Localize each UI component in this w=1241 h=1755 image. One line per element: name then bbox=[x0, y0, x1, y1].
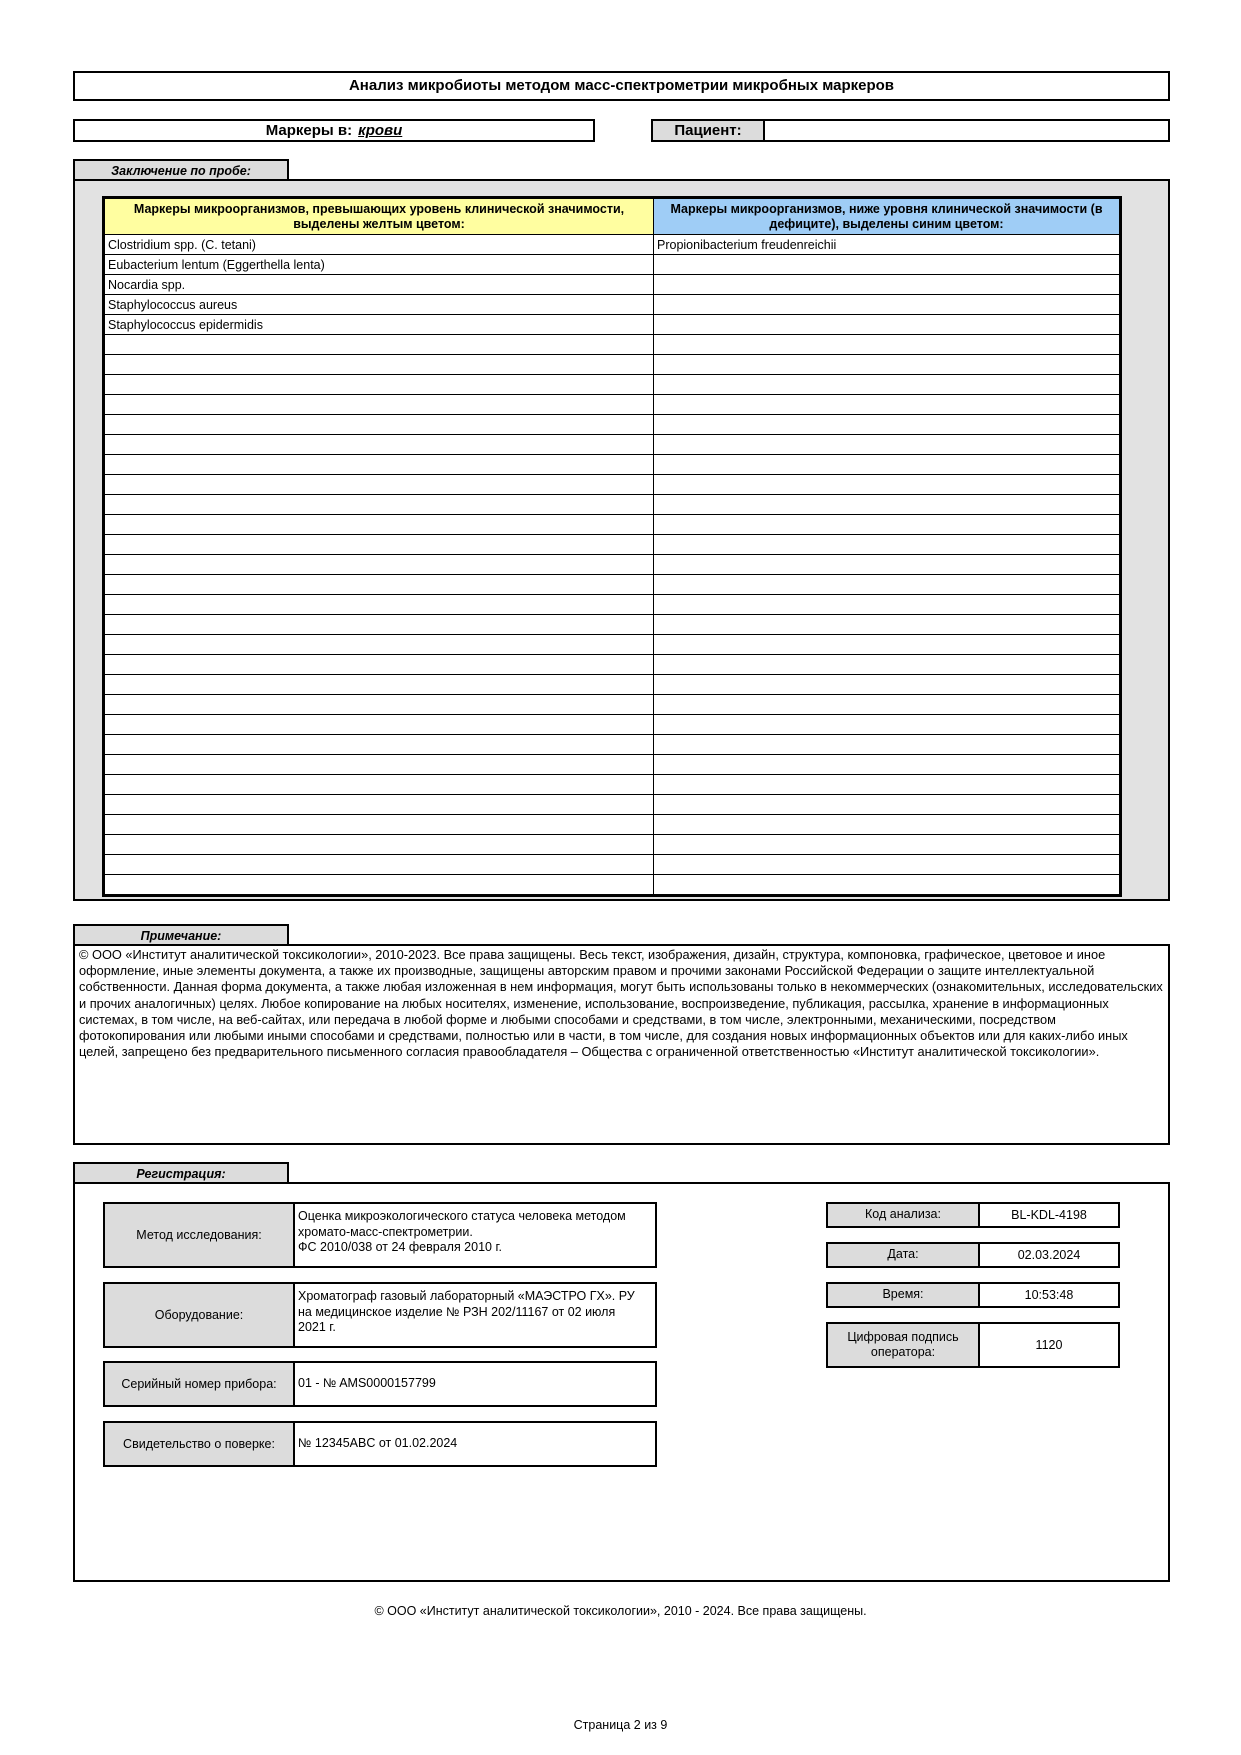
equipment-line: на медицинское изделие № РЗН 202/11167 от 02 июля bbox=[298, 1304, 616, 1319]
table-row bbox=[105, 595, 1120, 615]
high-marker-cell bbox=[105, 355, 654, 375]
high-marker-cell bbox=[105, 475, 654, 495]
high-markers-header: Маркеры микроорганизмов, превышающих уровень клинической значимости, выделены желтым цветом: bbox=[105, 199, 654, 235]
table-row bbox=[105, 275, 1120, 295]
high-marker-cell: Staphylococcus epidermidis bbox=[105, 315, 654, 335]
low-marker-cell bbox=[654, 315, 1120, 335]
low-marker-cell bbox=[654, 435, 1120, 455]
high-marker-cell bbox=[105, 415, 654, 435]
low-marker-cell bbox=[654, 635, 1120, 655]
page-number: Страница 2 из 9 bbox=[573, 1718, 668, 1732]
document-title: Анализ микробиоты методом масс-спектрометрии микробных маркеров bbox=[73, 71, 1170, 101]
signature-value: 1120 bbox=[1035, 1338, 1063, 1352]
high-marker-cell bbox=[105, 855, 654, 875]
registration-tab: Регистрация: bbox=[73, 1162, 289, 1184]
low-marker-cell bbox=[654, 835, 1120, 855]
note-tab: Примечание: bbox=[73, 924, 289, 946]
markers-in-value: крови bbox=[358, 122, 403, 139]
table-row bbox=[105, 495, 1120, 515]
low-marker-cell bbox=[654, 275, 1120, 295]
table-row bbox=[105, 535, 1120, 555]
high-marker-cell bbox=[105, 555, 654, 575]
low-marker-cell bbox=[654, 455, 1120, 475]
serial-row bbox=[103, 1361, 657, 1407]
signature-row bbox=[826, 1322, 1120, 1368]
low-marker-cell bbox=[654, 355, 1120, 375]
copyright-footer: © ООО «Институт аналитической токсикологии», 2010 - 2024. Все права защищены. bbox=[374, 1604, 867, 1618]
date-row bbox=[826, 1242, 1120, 1268]
table-row bbox=[105, 815, 1120, 835]
high-marker-cell bbox=[105, 595, 654, 615]
serial-value: 01 - № AMS0000157799 bbox=[298, 1376, 436, 1391]
low-marker-cell bbox=[654, 855, 1120, 875]
table-row bbox=[105, 635, 1120, 655]
method-line: хромато-масс-спектрометрии. bbox=[298, 1224, 473, 1239]
high-marker-cell bbox=[105, 655, 654, 675]
table-row bbox=[105, 515, 1120, 535]
conclusion-tab: Заключение по пробе: bbox=[73, 159, 289, 181]
high-marker-cell bbox=[105, 575, 654, 595]
low-marker-cell bbox=[654, 575, 1120, 595]
high-marker-cell bbox=[105, 835, 654, 855]
high-marker-cell bbox=[105, 695, 654, 715]
high-marker-cell bbox=[105, 495, 654, 515]
high-marker-cell bbox=[105, 455, 654, 475]
low-marker-cell bbox=[654, 655, 1120, 675]
table-row bbox=[105, 335, 1120, 355]
low-marker-cell bbox=[654, 675, 1120, 695]
markers-table-body bbox=[105, 235, 1120, 895]
low-marker-cell bbox=[654, 695, 1120, 715]
analysis-code-value: BL-KDL-4198 bbox=[1011, 1208, 1087, 1222]
high-marker-cell bbox=[105, 335, 654, 355]
analysis-code-row bbox=[826, 1202, 1120, 1228]
table-row bbox=[105, 455, 1120, 475]
date-value: 02.03.2024 bbox=[1017, 1248, 1081, 1262]
high-marker-cell bbox=[105, 875, 654, 895]
table-row bbox=[105, 695, 1120, 715]
equipment-row bbox=[103, 1282, 657, 1348]
high-marker-cell bbox=[105, 795, 654, 815]
low-marker-cell bbox=[654, 735, 1120, 755]
method-line: Оценка микроэкологического статуса человека методом bbox=[298, 1209, 626, 1223]
method-value bbox=[295, 1204, 629, 1266]
table-row bbox=[105, 475, 1120, 495]
equipment-line: 2021 г. bbox=[298, 1320, 336, 1334]
low-marker-cell bbox=[654, 715, 1120, 735]
table-row bbox=[105, 255, 1120, 275]
high-marker-cell bbox=[105, 715, 654, 735]
low-markers-header: Маркеры микроорганизмов, ниже уровня клинической значимости (в дефиците), выделены синим цветом: bbox=[654, 199, 1120, 235]
table-row bbox=[105, 875, 1120, 895]
date-label: Дата: bbox=[828, 1244, 980, 1266]
equipment-value bbox=[295, 1284, 638, 1346]
table-row bbox=[105, 855, 1120, 875]
high-marker-cell bbox=[105, 755, 654, 775]
high-marker-cell: Clostridium spp. (C. tetani) bbox=[105, 235, 654, 255]
serial-label: Серийный номер прибора: bbox=[105, 1363, 295, 1405]
high-marker-cell bbox=[105, 675, 654, 695]
table-row bbox=[105, 835, 1120, 855]
low-marker-cell bbox=[654, 815, 1120, 835]
note-text: © ООО «Институт аналитической токсикологии», 2010-2023. Все права защищены. Весь текст, изображения, дизайн, структура, компоновка, графическое, цветовое и иное оформление, иные элементы документа, а также их производные, защищены авторским правом и прочими законами Российской Федерации о защите интеллектуальной собственности. Данная форма документа, а также любая изложенная в нем информация, могут быть использованы только в некоммерческих (ознакомительных, исследовательских и прочих аналогичных) целях. Любое копирование на любых носителях, изменение, использование, воспроизведение, публикация, рассылка, хранение в информационных системах, в том числе, на веб-сайтах, или передача в любой форме и любыми способами и средствами, в том числе, электронными, механическими, посредством фотокопирования или любыми иными способами и средствами, полностью или в части, в том числе, для создания новых информационных объектов или для каких-либо иных целей, запрещено без предварительного письменного согласия правообладателя – Общества с ограниченной ответственностью «Институт аналитической токсикологии». bbox=[73, 944, 1170, 1145]
certificate-label: Свидетельство о поверке: bbox=[105, 1423, 295, 1465]
method-line: ФС 2010/038 от 24 февраля 2010 г. bbox=[298, 1240, 502, 1254]
table-row bbox=[105, 235, 1120, 255]
markers-in-field bbox=[73, 119, 595, 142]
table-row bbox=[105, 735, 1120, 755]
low-marker-cell bbox=[654, 255, 1120, 275]
high-marker-cell: Nocardia spp. bbox=[105, 275, 654, 295]
high-marker-cell bbox=[105, 635, 654, 655]
certificate-value: № 12345ABC от 01.02.2024 bbox=[298, 1436, 458, 1451]
high-marker-cell bbox=[105, 435, 654, 455]
high-marker-cell bbox=[105, 815, 654, 835]
low-marker-cell bbox=[654, 335, 1120, 355]
table-row bbox=[105, 315, 1120, 335]
low-marker-cell bbox=[654, 615, 1120, 635]
table-row bbox=[105, 715, 1120, 735]
low-marker-cell bbox=[654, 535, 1120, 555]
low-marker-cell bbox=[654, 555, 1120, 575]
high-marker-cell bbox=[105, 395, 654, 415]
low-marker-cell bbox=[654, 755, 1120, 775]
high-marker-cell bbox=[105, 735, 654, 755]
low-marker-cell bbox=[654, 795, 1120, 815]
table-row bbox=[105, 555, 1120, 575]
low-marker-cell bbox=[654, 775, 1120, 795]
low-marker-cell bbox=[654, 415, 1120, 435]
time-row bbox=[826, 1282, 1120, 1308]
analysis-code-label: Код анализа: bbox=[828, 1204, 980, 1226]
table-row bbox=[105, 355, 1120, 375]
table-row bbox=[105, 655, 1120, 675]
method-row bbox=[103, 1202, 657, 1268]
high-marker-cell bbox=[105, 515, 654, 535]
table-row bbox=[105, 295, 1120, 315]
table-row bbox=[105, 375, 1120, 395]
low-marker-cell bbox=[654, 375, 1120, 395]
table-row bbox=[105, 615, 1120, 635]
patient-label: Пациент: bbox=[653, 121, 765, 140]
certificate-row bbox=[103, 1421, 657, 1467]
table-row bbox=[105, 575, 1120, 595]
equipment-label: Оборудование: bbox=[105, 1284, 295, 1346]
high-marker-cell: Staphylococcus aureus bbox=[105, 295, 654, 315]
table-row bbox=[105, 435, 1120, 455]
table-row bbox=[105, 775, 1120, 795]
markers-table bbox=[102, 196, 1122, 897]
table-row bbox=[105, 675, 1120, 695]
high-marker-cell bbox=[105, 375, 654, 395]
high-marker-cell bbox=[105, 615, 654, 635]
low-marker-cell bbox=[654, 295, 1120, 315]
low-marker-cell bbox=[654, 475, 1120, 495]
low-marker-cell bbox=[654, 515, 1120, 535]
time-value: 10:53:48 bbox=[1024, 1288, 1074, 1302]
table-row bbox=[105, 415, 1120, 435]
patient-field bbox=[651, 119, 1170, 142]
table-row bbox=[105, 395, 1120, 415]
time-label: Время: bbox=[828, 1284, 980, 1306]
low-marker-cell bbox=[654, 875, 1120, 895]
high-marker-cell bbox=[105, 535, 654, 555]
markers-in-label: Маркеры в: bbox=[265, 122, 353, 139]
high-marker-cell: Eubacterium lentum (Eggerthella lenta) bbox=[105, 255, 654, 275]
high-marker-cell bbox=[105, 775, 654, 795]
low-marker-cell bbox=[654, 395, 1120, 415]
method-label: Метод исследования: bbox=[105, 1204, 295, 1266]
signature-label: Цифровая подпись оператора: bbox=[828, 1324, 980, 1366]
low-marker-cell: Propionibacterium freudenreichii bbox=[654, 235, 1120, 255]
table-row bbox=[105, 795, 1120, 815]
equipment-line: Хроматограф газовый лабораторный «МАЭСТРО ГХ». РУ bbox=[298, 1289, 635, 1303]
low-marker-cell bbox=[654, 595, 1120, 615]
low-marker-cell bbox=[654, 495, 1120, 515]
table-row bbox=[105, 755, 1120, 775]
